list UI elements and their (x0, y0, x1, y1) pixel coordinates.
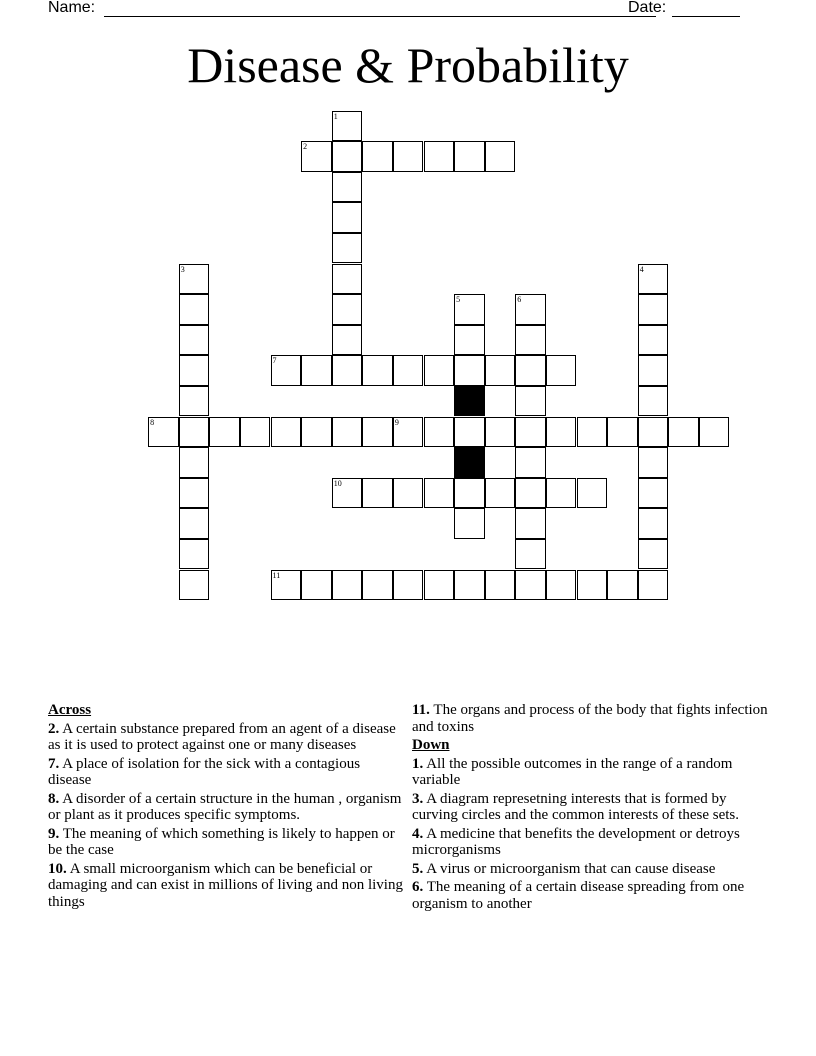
answer-cell[interactable] (638, 355, 669, 386)
clue-number-label: 4 (639, 264, 644, 274)
answer-cell[interactable] (332, 202, 363, 233)
answer-cell[interactable] (424, 417, 455, 448)
answer-cell[interactable] (577, 417, 608, 448)
answer-cell[interactable] (515, 386, 546, 417)
answer-cell[interactable] (607, 570, 638, 601)
clue-down-4 (412, 826, 772, 859)
clue-number: 9. (48, 825, 60, 842)
answer-cell[interactable] (393, 141, 424, 172)
black-cell (454, 386, 485, 417)
answer-cell[interactable] (179, 325, 210, 356)
clue-number-label: 2 (303, 142, 308, 152)
answer-cell[interactable] (638, 539, 669, 570)
answer-cell[interactable] (179, 355, 210, 386)
answer-cell[interactable] (271, 417, 302, 448)
answer-cell[interactable] (454, 325, 485, 356)
answer-cell[interactable] (393, 355, 424, 386)
clue-text: A certain substance prepared from an agent of a disease as it is used to protect against one or many diseases (48, 720, 396, 753)
clue-number-label: 5 (456, 295, 461, 305)
answer-cell[interactable] (638, 478, 669, 509)
answer-cell[interactable] (424, 570, 455, 601)
answer-cell[interactable] (454, 508, 485, 539)
answer-cell[interactable] (638, 417, 669, 448)
answer-cell[interactable] (515, 570, 546, 601)
answer-cell[interactable] (699, 417, 730, 448)
page-title: Disease & Probability (187, 37, 629, 93)
answer-cell[interactable] (638, 447, 669, 478)
clue-number: 4. (412, 825, 424, 842)
clue-text: The organs and process of the body that fights infection and toxins (412, 702, 768, 735)
clue-down-3 (412, 791, 772, 824)
clue-across-9 (48, 826, 404, 859)
answer-cell[interactable] (515, 417, 546, 448)
clue-number: 3. (412, 790, 424, 807)
answer-cell[interactable] (362, 141, 393, 172)
answer-cell[interactable] (638, 386, 669, 417)
answer-cell[interactable] (332, 325, 363, 356)
clue-text: A disorder of a certain structure in the human , organism or plant as it produces specific symptoms. (48, 790, 402, 823)
answer-cell[interactable] (179, 294, 210, 325)
clue-text: All the possible outcomes in the range of a random variable (412, 755, 733, 788)
clue-down-1 (412, 756, 772, 789)
black-cell (454, 447, 485, 478)
answer-cell[interactable] (454, 570, 485, 601)
clue-number: 11. (412, 702, 430, 718)
clue-number-label: 8 (150, 417, 155, 427)
date-label: Date: (628, 0, 667, 16)
across-heading: Across (48, 702, 92, 718)
clue-across-10 (48, 861, 404, 911)
answer-cell[interactable] (454, 355, 485, 386)
clues-column-right (412, 702, 772, 914)
clue-text: The meaning of a certain disease spreading from one organism to another (412, 879, 745, 912)
answer-cell[interactable] (607, 417, 638, 448)
clue-number-label: 10 (333, 478, 342, 488)
answer-cell[interactable] (485, 355, 516, 386)
answer-cell[interactable] (485, 478, 516, 509)
answer-cell[interactable] (301, 417, 332, 448)
answer-cell[interactable] (301, 355, 332, 386)
answer-cell[interactable] (332, 355, 363, 386)
answer-cell[interactable] (515, 539, 546, 570)
answer-cell[interactable] (179, 508, 210, 539)
clue-across-11 (412, 702, 772, 735)
answer-cell[interactable] (546, 570, 577, 601)
answer-cell[interactable] (332, 570, 363, 601)
answer-cell[interactable] (454, 417, 485, 448)
down-heading: Down (412, 737, 450, 753)
answer-cell[interactable] (515, 508, 546, 539)
clue-text: A small microorganism which can be beneficial or damaging and can exist in millions of living and non living things (48, 860, 403, 910)
name-label: Name: (48, 0, 96, 16)
answer-cell[interactable] (638, 570, 669, 601)
answer-cell[interactable] (638, 508, 669, 539)
clue-number-label: 11 (272, 570, 281, 580)
clue-number-label: 9 (394, 417, 399, 427)
answer-cell[interactable] (424, 478, 455, 509)
answer-cell[interactable] (454, 141, 485, 172)
answer-cell[interactable] (332, 172, 363, 203)
clue-number-label: 7 (272, 356, 277, 366)
answer-cell[interactable] (362, 355, 393, 386)
answer-cell[interactable] (485, 141, 516, 172)
answer-cell[interactable] (301, 570, 332, 601)
clue-number: 5. (412, 860, 424, 877)
clue-text: A place of isolation for the sick with a contagious disease (48, 755, 361, 788)
answer-cell[interactable] (424, 141, 455, 172)
answer-cell[interactable] (577, 478, 608, 509)
clue-number-label: 3 (180, 264, 185, 274)
answer-cell[interactable] (179, 539, 210, 570)
answer-cell[interactable] (454, 478, 485, 509)
clue-across-8 (48, 791, 404, 824)
answer-cell[interactable] (546, 355, 577, 386)
answer-cell[interactable] (179, 478, 210, 509)
clue-down-6 (412, 879, 772, 912)
answer-cell[interactable] (362, 417, 393, 448)
answer-cell[interactable] (577, 570, 608, 601)
answer-cell[interactable] (424, 355, 455, 386)
answer-cell[interactable] (515, 447, 546, 478)
answer-cell[interactable] (546, 417, 577, 448)
answer-cell[interactable] (485, 417, 516, 448)
clue-number: 1. (412, 755, 424, 772)
answer-cell[interactable] (240, 417, 271, 448)
answer-cell[interactable] (546, 478, 577, 509)
answer-cell[interactable] (515, 355, 546, 386)
answer-cell[interactable] (179, 386, 210, 417)
clue-text: A virus or microorganism that can cause disease (426, 860, 716, 877)
clue-number: 7. (48, 755, 60, 772)
clue-number: 6. (412, 879, 424, 895)
clue-text: A medicine that benefits the development or detroys microrganisms (412, 825, 740, 858)
answer-cell[interactable] (393, 570, 424, 601)
answer-cell[interactable] (332, 233, 363, 264)
answer-cell[interactable] (209, 417, 240, 448)
clue-number: 8. (48, 790, 60, 807)
answer-cell[interactable] (332, 141, 363, 172)
answer-cell[interactable] (362, 478, 393, 509)
answer-cell[interactable] (179, 417, 210, 448)
answer-cell[interactable] (638, 294, 669, 325)
clue-number-label: 6 (517, 295, 522, 305)
answer-cell[interactable] (332, 417, 363, 448)
answer-cell[interactable] (485, 570, 516, 601)
answer-cell[interactable] (638, 325, 669, 356)
answer-cell[interactable] (179, 447, 210, 478)
answer-cell[interactable] (393, 478, 424, 509)
answer-cell[interactable] (332, 264, 363, 295)
answer-cell[interactable] (179, 570, 210, 601)
clue-number: 2. (48, 720, 60, 737)
clue-text: The meaning of which something is likely to happen or be the case (48, 825, 395, 858)
clue-number: 10. (48, 860, 67, 877)
answer-cell[interactable] (515, 325, 546, 356)
clue-down-5 (412, 861, 772, 878)
clue-across-7 (48, 756, 404, 789)
clues-column-left (48, 702, 404, 912)
answer-cell[interactable] (515, 478, 546, 509)
clue-number-label: 1 (333, 111, 338, 121)
clue-across-2 (48, 721, 404, 754)
answer-cell[interactable] (668, 417, 699, 448)
clue-text: A diagram represetning interests that is formed by curving circles and the common interests of these sets. (412, 790, 739, 823)
answer-cell[interactable] (332, 294, 363, 325)
answer-cell[interactable] (362, 570, 393, 601)
